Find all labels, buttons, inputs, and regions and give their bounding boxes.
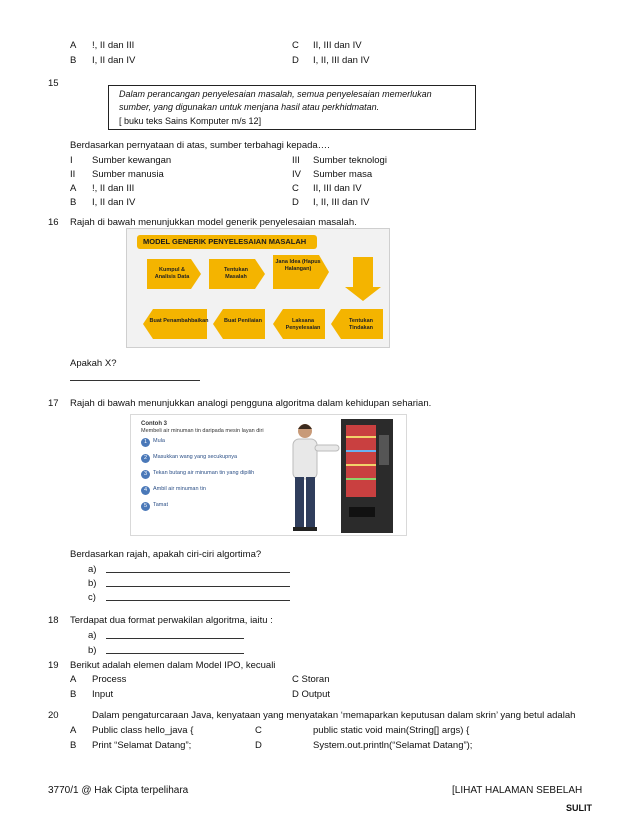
step-text: Masukkan wang yang secukupnya — [153, 453, 238, 460]
option-b-label: B — [70, 55, 77, 66]
person-leg-icon — [295, 477, 304, 529]
option-b-text: Print “Selamat Datang”; — [92, 740, 192, 751]
option-c-text: public static void main(String[] args) { — [313, 725, 470, 736]
question-number: 20 — [48, 710, 59, 721]
person-arm-icon — [315, 445, 339, 451]
option-c-label: C — [292, 183, 299, 194]
person-and-machine-illustration — [271, 415, 406, 535]
answer-line[interactable] — [106, 653, 244, 654]
problem-solving-diagram — [126, 228, 390, 348]
step-text: Ambil air minuman tin — [153, 485, 206, 492]
sub-label: b) — [88, 578, 97, 589]
option-d-text: I, II, III dan IV — [313, 55, 370, 66]
option-a-text: Public class hello_java { — [92, 725, 194, 736]
step-number-icon: 4 — [141, 486, 150, 495]
option-a-label: A — [70, 674, 77, 685]
item-text: Sumber manusia — [92, 169, 164, 180]
option-c-label: C — [292, 40, 299, 51]
step-number-icon: 3 — [141, 470, 150, 479]
question-number: 16 — [48, 217, 59, 228]
diagram-box-label: Jana Idea (Hapus Halangan) — [275, 259, 321, 272]
sub-label: c) — [88, 592, 96, 603]
question-prompt: Berdasarkan rajah, apakah ciri-ciri algortima? — [70, 549, 262, 560]
question-prompt: Apakah X? — [70, 358, 117, 369]
option-d-label: D — [292, 197, 299, 208]
option-a-label: A — [70, 183, 77, 194]
vending-machine-picture — [130, 414, 407, 536]
person-body-icon — [293, 439, 317, 479]
question-number: 17 — [48, 398, 59, 409]
option-c-label: C — [255, 725, 262, 736]
option-b-label: B — [70, 740, 77, 751]
option-b-label: B — [70, 197, 77, 208]
diagram-title: MODEL GENERIK PENYELESAIAN MASALAH — [143, 237, 307, 246]
sub-label: b) — [88, 645, 97, 656]
option-d-label: D — [255, 740, 262, 751]
item-label: I — [70, 155, 73, 166]
picture-subtitle: Membeli air minuman tin daripada mesin layan diri — [141, 428, 264, 434]
quote-box — [108, 85, 476, 130]
option-b-text: I, II dan IV — [92, 197, 136, 208]
step-item — [141, 501, 271, 515]
diagram-box-label: Kumpul & Analisis Data — [154, 267, 190, 280]
question-number: 19 — [48, 660, 59, 671]
answer-line[interactable] — [70, 380, 200, 381]
answer-line[interactable] — [106, 638, 244, 639]
step-number-icon: 2 — [141, 454, 150, 463]
sub-label: a) — [88, 630, 97, 641]
option-c-text: C Storan — [292, 674, 330, 685]
step-text: Mula — [153, 437, 165, 444]
diagram-box-label: Tentukan Tindakan — [348, 318, 374, 331]
answer-line[interactable] — [106, 572, 290, 573]
question-stem: Dalam pengaturcaraan Java, kenyataan yang menyatakan ‘memaparkan keputusan dalam skrin’ yang betul adalah — [92, 710, 576, 721]
question-number: 18 — [48, 615, 59, 626]
answer-line[interactable] — [106, 586, 290, 587]
footer-next-page: [LIHAT HALAMAN SEBELAH — [452, 785, 583, 796]
option-c-text: II, III dan IV — [313, 40, 362, 51]
person-hair-icon — [298, 424, 312, 429]
quote-source: [ buku teks Sains Komputer m/s 12] — [119, 116, 262, 126]
footer-copyright: 3770/1 @ Hak Cipta terpelihara — [48, 785, 189, 796]
option-d-text: D Output — [292, 689, 331, 700]
option-a-label: A — [70, 725, 77, 736]
question-stem: Berdasarkan pernyataan di atas, sumber terbahagi kepada…. — [70, 140, 330, 151]
algorithm-steps — [141, 421, 271, 515]
answer-line[interactable] — [106, 600, 290, 601]
question-stem: Rajah di bawah menunjukkan model generik penyelesaian masalah. — [70, 217, 357, 228]
vending-panel-icon — [379, 435, 389, 465]
vending-slot-icon — [349, 507, 375, 517]
sub-label: a) — [88, 564, 97, 575]
step-text: Tamat — [153, 501, 168, 508]
step-item — [141, 485, 271, 499]
question-number: 15 — [48, 78, 59, 89]
option-d-label: D — [292, 55, 299, 66]
person-shoe-icon — [305, 527, 317, 531]
vending-window-icon — [346, 425, 376, 497]
option-b-text: I, II dan IV — [92, 55, 136, 66]
person-leg-icon — [306, 477, 315, 529]
item-text: Sumber teknologi — [313, 155, 387, 166]
option-c-text: II, III dan IV — [313, 183, 362, 194]
option-d-text: I, II, III dan IV — [313, 197, 370, 208]
item-label: III — [292, 155, 300, 166]
diagram-box-label: Tentukan Masalah — [223, 267, 249, 280]
option-a-label: A — [70, 40, 77, 51]
person-shoe-icon — [293, 527, 305, 531]
arrow-down-shape — [345, 257, 381, 301]
diagram-box-label: Buat Penambahbaikan — [149, 318, 209, 324]
question-stem: Terdapat dua format perwakilan algoritma, iaitu : — [70, 615, 273, 626]
item-text: Sumber kewangan — [92, 155, 172, 166]
option-a-text: Process — [92, 674, 127, 685]
quote-line: Dalam perancangan penyelesaian masalah, semua penyelesaian memerlukan — [119, 89, 432, 99]
item-label: IV — [292, 169, 301, 180]
option-b-label: B — [70, 689, 77, 700]
item-text: Sumber masa — [313, 169, 373, 180]
step-number-icon: 5 — [141, 502, 150, 511]
option-a-text: !, II dan III — [92, 183, 135, 194]
diagram-box-label: Buat Penilaian — [224, 318, 262, 324]
quote-line: sumber, yang digunakan untuk menjana hasil atau perkhidmatan. — [119, 102, 380, 112]
option-a-text: !, II dan III — [92, 40, 135, 51]
question-stem: Rajah di bawah menunjukkan analogi pengguna algoritma dalam kehidupan seharian. — [70, 398, 432, 409]
picture-title: Contoh 3 — [141, 421, 167, 427]
step-text: Tekan butang air minuman tin yang dipilih — [153, 469, 255, 476]
step-item — [141, 453, 271, 467]
step-number-icon: 1 — [141, 438, 150, 447]
item-label: II — [70, 169, 76, 180]
option-d-text: System.out.println(“Selamat Datang”); — [313, 740, 473, 751]
diagram-box-label: Laksana Penyelesaian — [285, 318, 321, 331]
option-b-text: Input — [92, 689, 114, 700]
question-stem: Berikut adalah elemen dalam Model IPO, kecuali — [70, 660, 276, 671]
step-item — [141, 437, 271, 451]
footer-classification: SULIT — [566, 803, 592, 813]
step-item — [141, 469, 271, 483]
